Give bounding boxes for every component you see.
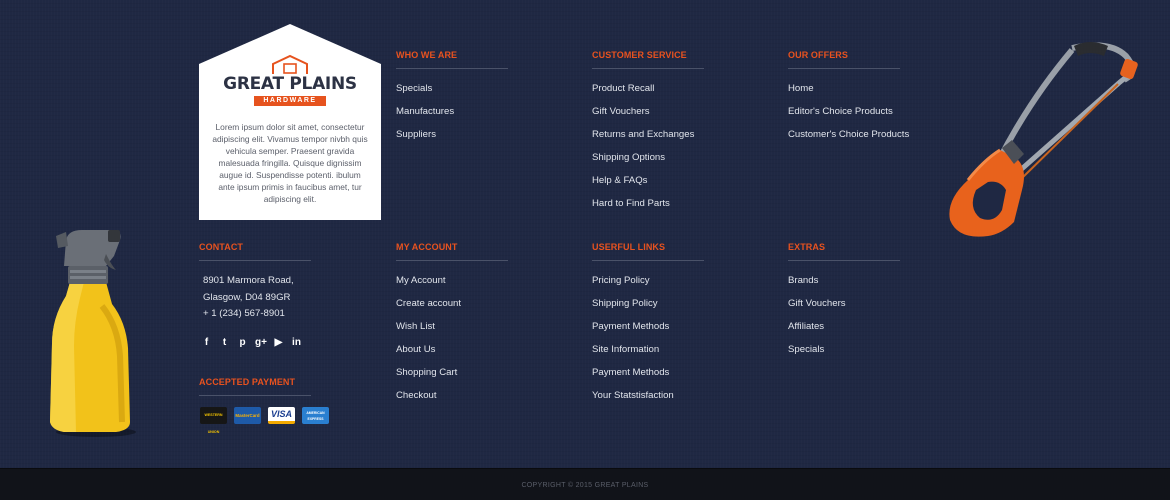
customer-service-title: CUSTOMER SERVICE [592,50,687,60]
column-divider [788,68,900,69]
link-shipping-options[interactable]: Shipping Options [592,152,666,163]
column-divider [592,68,704,69]
linkedin-icon[interactable]: in [292,337,301,348]
link-brands[interactable]: Brands [788,275,819,286]
brand-logo-name: GREAT PLAINS [223,74,357,94]
extras-title: EXTRAS [788,242,826,252]
footer-link [396,366,508,389]
social-links [201,337,302,349]
footer-link [592,151,704,174]
footer-link [788,274,900,297]
address-line-2: Glasgow, D04 89GR [203,291,291,303]
useful-links-column [592,242,704,412]
link-payment-methods-2[interactable]: Payment Methods [592,367,670,378]
link-specials[interactable]: Specials [396,83,433,94]
footer-link [396,389,508,412]
house-roof-icon [271,54,309,76]
footer-link [592,343,704,366]
accepted-payment-column [199,377,311,396]
payment-cards [200,407,329,434]
link-specials-extras[interactable]: Specials [788,344,825,355]
footer-link [788,128,909,151]
footer-link [396,320,508,343]
useful-links-title: USERFUL LINKS [592,242,666,252]
twitter-icon[interactable]: t [222,337,227,348]
youtube-icon[interactable]: ▶ [274,337,283,348]
contact-column [199,242,311,261]
facebook-icon[interactable]: f [204,337,209,348]
about-text: Lorem ipsum dolor sit amet, consectetur adipiscing elit. Vivamus tempor nivbh quis vehicula semper. Praesent gravida malesuada fringilla. Quisque dignissim augue id. Suspendisse potenti. ibulum ante ipsum primis in faucibus amet, tur adipiscing elit. [212,122,368,204]
link-manufactures[interactable]: Manufactures [396,106,455,117]
footer-link [396,105,508,128]
column-divider [788,260,900,261]
link-customers-choice[interactable]: Customer's Choice Products [788,129,910,140]
footer-link [592,128,704,151]
column-divider [396,260,508,261]
footer-link [396,297,508,320]
contact-title: CONTACT [199,242,244,252]
footer-link [396,128,508,151]
link-about-us[interactable]: About Us [396,344,436,355]
who-we-are-title: WHO WE ARE [396,50,458,60]
our-offers-title: OUR OFFERS [788,50,849,60]
link-returns-exchanges[interactable]: Returns and Exchanges [592,129,695,140]
link-my-account[interactable]: My Account [396,275,446,286]
link-help-faqs[interactable]: Help & FAQs [592,175,648,186]
footer-link [788,320,900,343]
pinterest-icon[interactable]: p [239,337,246,348]
footer-link [396,82,508,105]
google-plus-icon[interactable]: g+ [255,337,267,348]
footer-link [592,105,704,128]
footer-link [592,389,704,412]
link-checkout[interactable]: Checkout [396,390,437,401]
link-hard-to-find-parts[interactable]: Hard to Find Parts [592,198,670,209]
footer-link [788,297,900,320]
spray-bottle-image [46,226,156,438]
footer-link [788,82,909,105]
footer-link [788,105,909,128]
footer-link [396,343,508,366]
footer-link [788,343,900,366]
contact-details [203,273,294,323]
footer-link [592,174,704,197]
phone-number: + 1 (234) 567-8901 [203,308,285,319]
link-wish-list[interactable]: Wish List [396,321,435,332]
link-your-satisfaction[interactable]: Your Statstisfaction [592,390,674,401]
footer-link [592,297,704,320]
link-payment-methods[interactable]: Payment Methods [592,321,670,332]
visa-card-icon: VISA [268,407,295,424]
brand-logo-tagline: HARDWARE [254,96,326,106]
my-account-column [396,242,508,412]
link-editors-choice[interactable]: Editor's Choice Products [788,106,893,117]
address-line-1: 8901 Marmora Road, [203,275,294,286]
link-gift-vouchers-extras[interactable]: Gift Vouchers [788,298,846,309]
footer-link [592,366,704,389]
link-site-information[interactable]: Site Information [592,344,660,355]
footer-link [592,197,704,220]
western-union-card-icon: WESTERN UNION [200,407,227,424]
column-divider [592,260,704,261]
link-product-recall[interactable]: Product Recall [592,83,655,94]
link-shopping-cart[interactable]: Shopping Cart [396,367,458,378]
mastercard-card-icon: MasterCard [234,407,261,424]
column-divider [396,68,508,69]
footer-link [592,320,704,343]
link-affiliates[interactable]: Affiliates [788,321,825,332]
customer-service-column [592,50,704,220]
american-express-card-icon: AMERICAN EXPRESS [302,407,329,424]
extras-column [788,242,900,366]
link-shipping-policy[interactable]: Shipping Policy [592,298,658,309]
link-pricing-policy[interactable]: Pricing Policy [592,275,650,286]
copyright-bar [0,468,1170,500]
brand-card [199,24,381,220]
link-suppliers[interactable]: Suppliers [396,129,436,140]
accepted-payment-title: ACCEPTED PAYMENT [199,377,296,387]
footer-link [592,274,704,297]
copyright-text: COPYRIGHT © 2015 GREAT PLAINS [521,482,649,489]
link-home[interactable]: Home [788,83,814,94]
footer-link [592,82,704,105]
our-offers-column [788,50,909,151]
column-divider [199,395,311,396]
link-gift-vouchers[interactable]: Gift Vouchers [592,106,650,117]
link-create-account[interactable]: Create account [396,298,462,309]
column-divider [199,260,311,261]
hacksaw-image [940,40,1150,270]
who-we-are-column [396,50,508,151]
my-account-title: MY ACCOUNT [396,242,458,252]
footer-link [396,274,508,297]
